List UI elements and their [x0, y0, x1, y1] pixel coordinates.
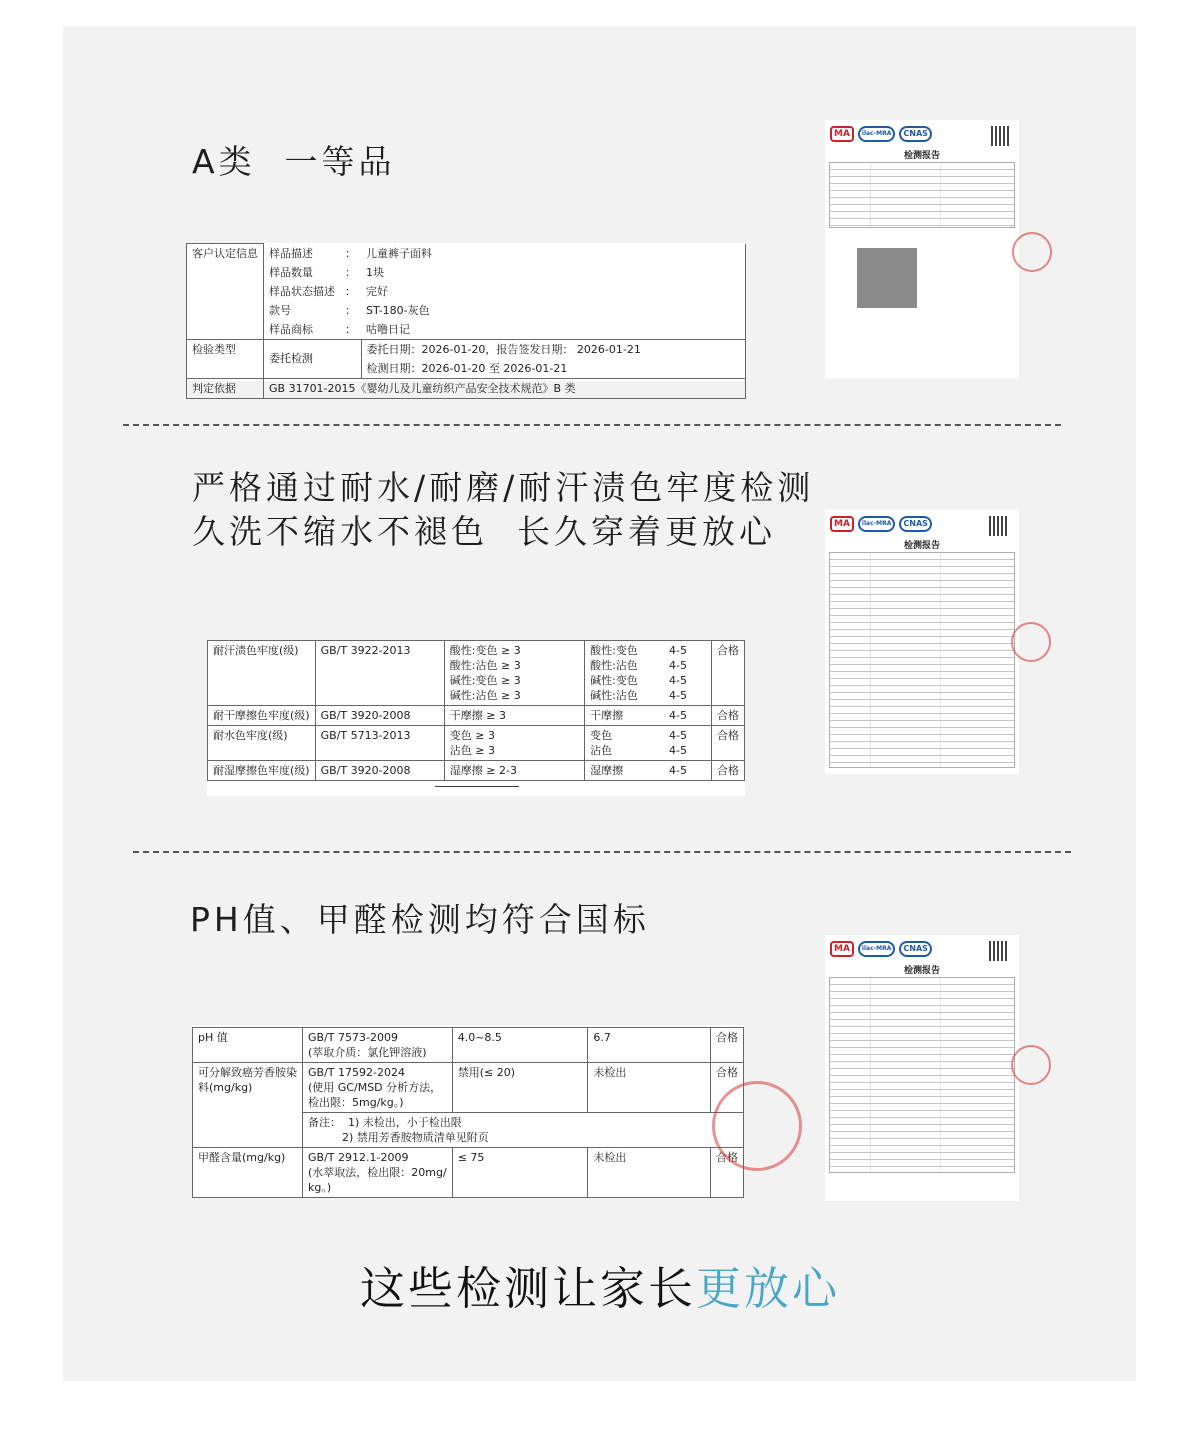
- table-cell-line: (萃取介质：氯化钾溶液): [308, 1046, 427, 1059]
- cert-logos: [830, 941, 932, 959]
- table-cell-line: GB/T 2912.1-2009: [308, 1151, 409, 1164]
- table-cell: [444, 641, 584, 706]
- section3-heading: [190, 898, 650, 942]
- table-cell: 耐干摩擦色牢度(级): [208, 706, 316, 726]
- table-cell-line: 碱性:变色: [590, 674, 638, 687]
- ma-logo-icon: MA: [830, 516, 854, 532]
- table-cell: 合格: [711, 1028, 744, 1063]
- table-cell: pH 值: [193, 1028, 303, 1063]
- table-cell-line: 酸性:沾色: [590, 659, 638, 672]
- table-cell: GB/T 5713-2013: [315, 726, 444, 761]
- client-info-table: [186, 243, 746, 395]
- table-cell-line: 干摩擦: [590, 709, 624, 722]
- cert-logos: [830, 516, 932, 534]
- table-cell: [303, 1063, 453, 1113]
- cert-logos: [830, 126, 932, 144]
- table-cell-line: 酸性:沾色 ≥ 3: [449, 659, 521, 672]
- table-cell: 合格: [712, 641, 745, 706]
- table-cell: 委托检测: [264, 339, 362, 378]
- table-cell: 合格: [712, 726, 745, 761]
- table-cell-line: 干摩擦 ≥ 3: [449, 709, 506, 722]
- table-cell-line: GB/T 7573-2009: [308, 1031, 398, 1044]
- table-cell-line: 检出限：5mg/kg。): [308, 1096, 404, 1109]
- section3-heading-text: PH值、甲醛检测均符合国标: [190, 900, 650, 939]
- table-cell: [585, 761, 664, 781]
- table-cell-line: 备注： 1) 未检出，小于检出限: [308, 1116, 462, 1129]
- table-row: [208, 641, 745, 706]
- table-cell-line: 4-5: [669, 764, 687, 777]
- table-cell: [664, 706, 711, 726]
- table-cell: [303, 1028, 453, 1063]
- table-cell: [444, 726, 584, 761]
- table-cell: 儿童裤子面料: [361, 244, 746, 263]
- table-row: [208, 706, 745, 726]
- table-row: [187, 263, 746, 282]
- table-cell: 耐水色牢度(级): [208, 726, 316, 761]
- table-cell: 未检出: [588, 1063, 711, 1113]
- stamp-icon: [1012, 232, 1052, 272]
- report-lines: [829, 552, 1015, 768]
- table-cell-line: 4-5: [669, 674, 687, 687]
- table-cell: GB/T 3922-2013: [315, 641, 444, 706]
- table-cell-line: 料(mg/kg): [198, 1081, 253, 1094]
- report-title: 检测报告: [903, 151, 940, 161]
- table-cell-line: 沾色: [590, 744, 613, 757]
- table-cell: 样品描述: [269, 246, 313, 260]
- table-cell-line: 变色 ≥ 3: [449, 729, 495, 742]
- table-cell-line: 酸性:变色: [590, 644, 638, 657]
- report-thumbnail-3: [825, 935, 1019, 1201]
- section2-heading: [192, 466, 814, 554]
- table-cell: [585, 706, 664, 726]
- table-cell: 耐湿摩擦色牢度(级): [208, 761, 316, 781]
- table-cell: GB/T 3920-2008: [315, 706, 444, 726]
- report-thumbnail-1: [825, 120, 1019, 378]
- table-cell: [303, 1148, 453, 1198]
- table-cell-line: (水萃取法，检出限：20mg/: [308, 1166, 447, 1179]
- table-cell: 咕噜日记: [361, 320, 746, 340]
- table-cell: [303, 1113, 744, 1148]
- table-end-line: [435, 786, 519, 787]
- table-cell-line: 碱性:变色 ≥ 3: [449, 674, 521, 687]
- qr-code-icon: [991, 126, 1011, 146]
- slogan-highlight: 更放心: [696, 1262, 841, 1315]
- table-cell: [664, 641, 711, 706]
- table-cell: 完好: [361, 282, 746, 301]
- section1-heading-text: A类 一等品: [192, 142, 396, 181]
- table-cell: 样品状态描述: [269, 284, 335, 298]
- table-cell-line: 4-5: [669, 659, 687, 672]
- closing-slogan: [0, 1252, 1200, 1317]
- table-cell: ：: [345, 246, 356, 260]
- table-cell-line: 沾色 ≥ 3: [449, 744, 495, 757]
- cnas-logo-icon: CNAS: [899, 126, 932, 142]
- table-cell: 客户认定信息: [187, 244, 264, 340]
- cnas-logo-icon: CNAS: [899, 516, 932, 532]
- table-row: [193, 1063, 744, 1113]
- ma-logo-icon: MA: [830, 126, 854, 142]
- table-cell: GB/T 3920-2008: [315, 761, 444, 781]
- report-title: 检测报告: [903, 966, 940, 976]
- ilac-logo-icon: ilac-MRA: [858, 516, 895, 532]
- table-cell: 合格: [712, 761, 745, 781]
- table-cell: ：: [345, 303, 356, 317]
- table-row: [187, 244, 746, 263]
- table-cell-line: 湿摩擦: [590, 764, 624, 777]
- fabric-sample-image: [857, 248, 917, 308]
- stamp-icon: [712, 1081, 802, 1171]
- section1-heading: [192, 140, 396, 184]
- table-cell-line: (使用 GC/MSD 分析方法，: [308, 1081, 442, 1094]
- table-cell: 耐汗渍色牢度(级): [208, 641, 316, 706]
- table-cell: [585, 641, 664, 706]
- table-cell-line: GB/T 17592-2024: [308, 1066, 405, 1079]
- table-cell: ≤ 75: [452, 1148, 588, 1198]
- section2-heading-line2: 久洗不缩水不褪色 长久穿着更放心: [192, 512, 776, 551]
- table-cell: 委托日期：2026-01-20，报告签发日期： 2026-01-21: [361, 339, 746, 359]
- table-cell-line: 变色: [590, 729, 613, 742]
- qr-code-icon: [989, 516, 1009, 536]
- table-row: [208, 726, 745, 761]
- stamp-icon: [1011, 622, 1051, 662]
- table-cell: [193, 1063, 303, 1148]
- table-cell: 禁用(≤ 20): [452, 1063, 588, 1113]
- ph-formaldehyde-table: [192, 1025, 744, 1197]
- table-cell-line: 2) 禁用芳香胺物质清单见附页: [342, 1131, 489, 1144]
- table-cell-line: 碱性:沾色 ≥ 3: [449, 689, 521, 702]
- table-cell: 甲醛含量(mg/kg): [193, 1148, 303, 1198]
- table-cell-line: 4-5: [669, 644, 687, 657]
- ilac-logo-icon: ilac-MRA: [858, 941, 895, 957]
- table-cell: 1块: [361, 263, 746, 282]
- cnas-logo-icon: CNAS: [899, 941, 932, 957]
- table-cell-line: 4-5: [669, 709, 687, 722]
- section-divider: [123, 424, 1061, 426]
- table-cell-line: 碱性:沾色: [590, 689, 638, 702]
- table-cell: ：: [345, 322, 356, 336]
- qr-code-icon: [989, 941, 1009, 961]
- table-cell-line: 可分解致癌芳香胺染: [198, 1066, 297, 1079]
- table-row: [193, 1148, 744, 1198]
- table-cell: [664, 761, 711, 781]
- section2-heading-line1: 严格通过耐水/耐磨/耐汗渍色牢度检测: [192, 468, 815, 507]
- table-cell: 检验类型: [187, 339, 264, 378]
- report-title: 检测报告: [903, 541, 940, 551]
- table-cell-line: 4-5: [669, 729, 687, 742]
- ma-logo-icon: MA: [830, 941, 854, 957]
- table-cell: ST-180-灰色: [361, 301, 746, 320]
- report-lines: [829, 162, 1015, 228]
- table-cell-line: 酸性:变色 ≥ 3: [449, 644, 521, 657]
- table-cell-line: kg。): [308, 1181, 332, 1194]
- table-cell: 未检出: [588, 1148, 711, 1198]
- table-row: [187, 378, 746, 398]
- table-row: [208, 761, 745, 781]
- table-cell: [444, 761, 584, 781]
- table-cell: 检测日期：2026-01-20 至 2026-01-21: [361, 359, 746, 379]
- table-cell: 合格: [712, 706, 745, 726]
- table-cell: 样品数量: [269, 265, 313, 279]
- table-cell: ：: [345, 265, 356, 279]
- table-cell: ：: [345, 284, 356, 298]
- table-row: [193, 1028, 744, 1063]
- table-cell: 合格: [711, 1063, 744, 1113]
- colorfastness-table: [207, 640, 745, 796]
- table-cell: GB 31701-2015《婴幼儿及儿童纺织产品安全技术规范》B 类: [264, 378, 746, 398]
- table-cell: 4.0~8.5: [452, 1028, 588, 1063]
- slogan-text: 这些检测让家长: [359, 1262, 696, 1315]
- report-thumbnail-2: [825, 510, 1019, 774]
- table-cell: [444, 706, 584, 726]
- table-cell-line: 4-5: [669, 744, 687, 757]
- ilac-logo-icon: ilac-MRA: [858, 126, 895, 142]
- table-cell: [664, 726, 711, 761]
- table-cell: 合格: [711, 1148, 744, 1198]
- table-row: [187, 282, 746, 301]
- stamp-icon: [1011, 1045, 1051, 1085]
- table-row: [187, 339, 746, 359]
- table-cell-line: 4-5: [669, 689, 687, 702]
- table-cell: 判定依据: [187, 378, 264, 398]
- table-cell: 6.7: [588, 1028, 711, 1063]
- section-divider: [133, 851, 1071, 853]
- report-lines: [829, 977, 1015, 1173]
- table-cell: 样品商标: [269, 322, 313, 336]
- table-row: [187, 320, 746, 340]
- table-cell: [585, 726, 664, 761]
- table-cell-line: 湿摩擦 ≥ 2-3: [449, 764, 517, 777]
- table-cell: 款号: [269, 303, 291, 317]
- table-row: [187, 301, 746, 320]
